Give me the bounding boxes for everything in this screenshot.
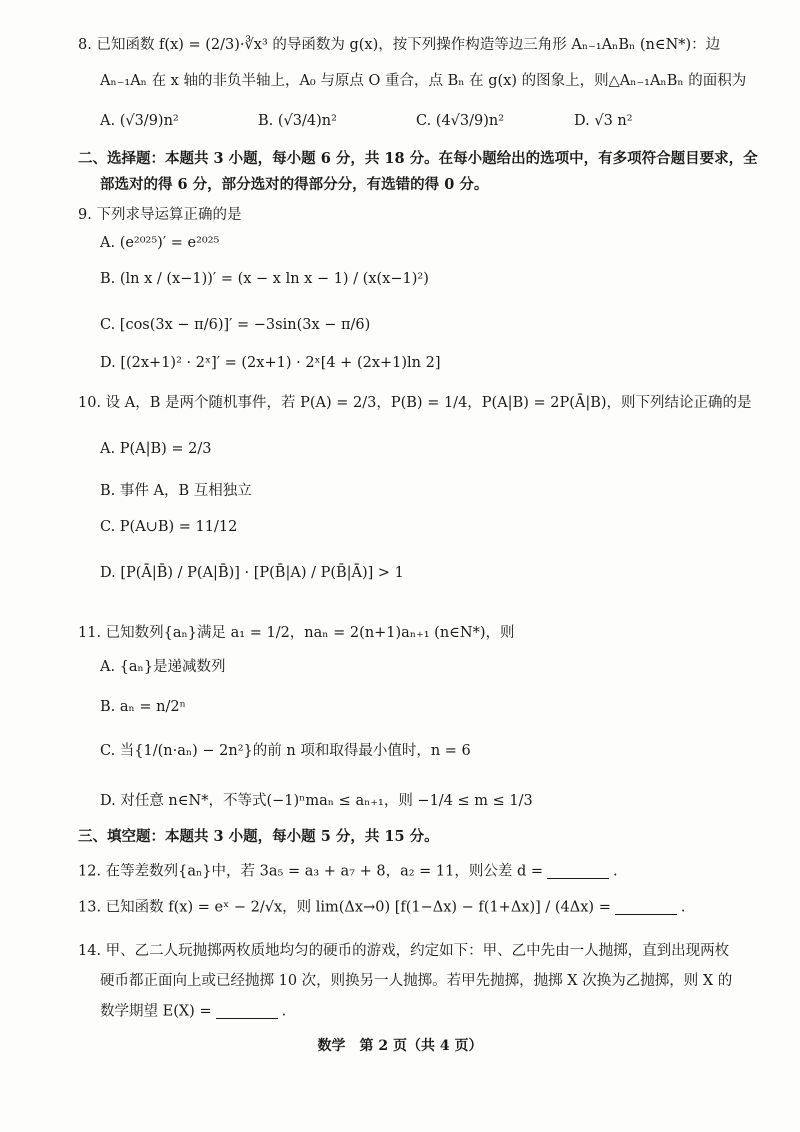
q10-stem: 10. 设 A，B 是两个随机事件，若 P(A) = 2/3，P(B) = 1/4，P(A|B) = 2P(Ā|B)，则下列结论正确的是: [78, 395, 752, 411]
q9-option-c: C. [cos(3x − π/6)]′ = −3sin(3x − π/6): [100, 317, 371, 333]
q8-line1: 8. 已知函数 f(x) = (2/3)·∛x³ 的导函数为 g(x)，按下列操作构造等边三角形 Aₙ₋₁AₙBₙ (n∈N*)：边: [78, 37, 721, 53]
q9-option-b: B. (ln x / (x−1))′ = (x − x ln x − 1) / (x(x−1)²): [100, 271, 429, 287]
q13-line: [78, 900, 685, 915]
q14-line3: [100, 1004, 286, 1019]
q8-option-c: C. (4√3/9)n²: [416, 113, 505, 129]
q8-option-d: D. √3 n²: [574, 113, 633, 129]
q14-line1: 14. 甲、乙二人玩抛掷两枚质地均匀的硬币的游戏，约定如下：甲、乙中先由一人抛掷，直到出现两枚: [78, 943, 730, 959]
section3-heading: 三、填空题：本题共 3 小题，每小题 5 分，共 15 分。: [78, 828, 439, 845]
q11-option-d: D. 对任意 n∈N*，不等式(−1)ⁿmaₙ ≤ aₙ₊₁，则 −1/4 ≤ m ≤ 1/3: [100, 793, 533, 809]
q14-answer-blank: [216, 1004, 278, 1019]
q11-option-c: C. 当{1/(n·aₙ) − 2n²}的前 n 项和取得最小值时，n = 6: [100, 743, 471, 759]
q11-stem: 11. 已知数列{aₙ}满足 a₁ = 1/2，naₙ = 2(n+1)aₙ₊₁ (n∈N*)，则: [78, 625, 515, 641]
q14-text: 数学期望 E(X) =: [100, 1003, 212, 1020]
q10-option-b: B. 事件 A，B 互相独立: [100, 483, 252, 499]
q8-option-a: A. (√3/9)n²: [100, 113, 179, 129]
q12-line: [78, 864, 618, 879]
section2-heading-line1: 二、选择题：本题共 3 小题，每小题 6 分，共 18 分。在每小题给出的选项中，有多项符合题目要求，全: [78, 150, 758, 167]
q8-option-b: B. (√3/4)n²: [258, 113, 337, 129]
q9-stem: 9. 下列求导运算正确的是: [78, 207, 242, 223]
q10-option-a: A. P(A|B) = 2/3: [100, 441, 212, 457]
q10-option-c: C. P(A∪B) = 11/12: [100, 519, 238, 535]
q9-option-d: D. [(2x+1)² · 2ˣ]′ = (2x+1) · 2ˣ[4 + (2x+1)ln 2]: [100, 355, 441, 371]
q10-option-d: D. [P(Ā|B̄) / P(A|B̄)] · [P(B̄|A) / P(B̄|Ā)] > 1: [100, 565, 404, 581]
q13-period: .: [680, 899, 686, 916]
q14-line2: 硬币都正面向上或已经抛掷 10 次，则换另一人抛掷。若甲先抛掷，抛掷 X 次换为乙抛掷，则 X 的: [100, 973, 733, 989]
q8-line2: Aₙ₋₁Aₙ 在 x 轴的非负半轴上，A₀ 与原点 O 重合，点 Bₙ 在 g(x) 的图象上，则△Aₙ₋₁AₙBₙ 的面积为: [100, 73, 747, 89]
q12-text: 12. 在等差数列{aₙ}中，若 3a₅ = a₃ + a₇ + 8，a₂ = 11，则公差 d =: [78, 863, 543, 880]
q13-text: 13. 已知函数 f(x) = eˣ − 2/√x，则 lim(Δx→0) [f(1−Δx) − f(1+Δx)] / (4Δx) =: [78, 899, 611, 916]
q12-answer-blank: [547, 864, 609, 879]
q11-option-b: B. aₙ = n/2ⁿ: [100, 699, 186, 715]
q11-option-a: A. {aₙ}是递减数列: [100, 659, 226, 675]
q9-option-a: A. (e²⁰²⁵)′ = e²⁰²⁵: [100, 235, 220, 251]
q13-answer-blank: [615, 900, 677, 915]
q12-period: .: [613, 863, 618, 880]
section2-heading-line2: 部选对的得 6 分，部分选对的得部分分，有选错的得 0 分。: [100, 176, 489, 193]
page-footer: 数学 第 2 页（共 4 页）: [317, 1038, 483, 1054]
q14-period: .: [281, 1003, 287, 1020]
